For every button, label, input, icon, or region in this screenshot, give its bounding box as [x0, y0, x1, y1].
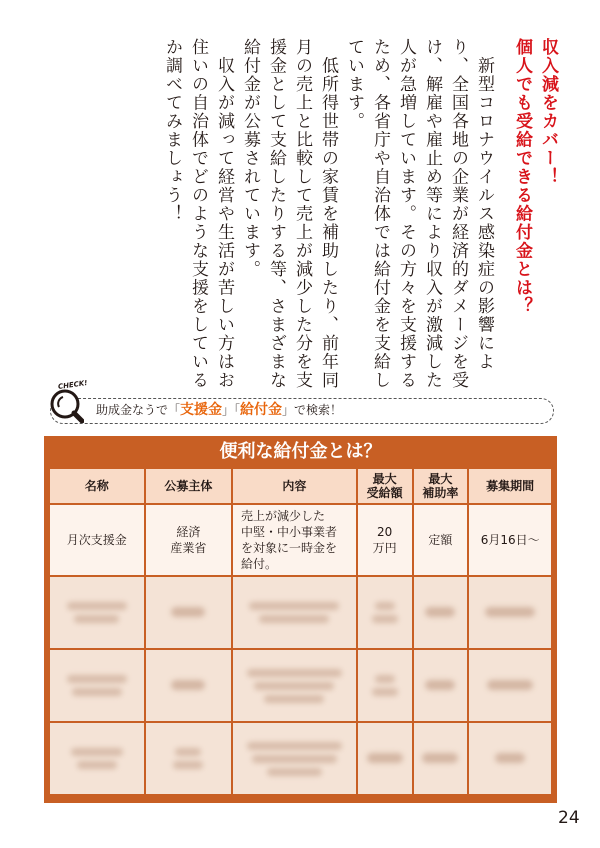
cell-content: 売上が減少した 中堅・中小事業者 を対象に一時金を 給付。	[232, 504, 357, 576]
header-period: 募集期間	[468, 468, 552, 504]
cell-period: 6月16日～	[468, 504, 552, 576]
body-column: 援金として支給したりする等、さまざまな	[266, 38, 286, 390]
table-title: 便利な給付金とは？	[219, 441, 382, 462]
blurred-table-row	[49, 576, 552, 649]
table-row	[49, 504, 552, 576]
vertical-text-block	[158, 38, 560, 390]
check-text-after: 」で検索！	[282, 403, 343, 417]
heading-line1: 収入減をカバー！	[538, 38, 558, 186]
body-column: 低所得世帯の家賃を補助したり、前年同	[318, 38, 338, 390]
header-rate: 最大 補助率	[413, 468, 469, 504]
magnifier-icon	[50, 389, 84, 423]
cell-org: 経済 産業省	[145, 504, 232, 576]
blurred-table-row	[49, 722, 552, 795]
page-number: 24	[558, 808, 580, 828]
body-column: 給付金が公募されています。	[240, 38, 260, 279]
body-column: け、解雇や雇止め等により収入が激減した	[422, 38, 442, 390]
header-content: 内容	[232, 468, 357, 504]
body-column: 月の売上と比較して売上が減少した分を支	[292, 38, 312, 390]
body-column: 人が急増しています。その方々を支援する	[396, 38, 416, 390]
body-column: 新型コロナウイルス感染症の影響によ	[474, 38, 494, 371]
blurred-table-row	[49, 649, 552, 722]
header-max-amount: 最大 受給額	[357, 468, 413, 504]
cell-rate: 定額	[413, 504, 469, 576]
body-column: ため、各省庁や自治体では給付金を支給し	[370, 38, 390, 390]
body-column: か調べてみましょう！	[162, 38, 182, 223]
check-text-mid: 」「	[222, 403, 241, 417]
cell-max-amount: 20 万円	[357, 504, 413, 576]
keyword-shienkin: 支援金	[180, 402, 223, 418]
table-header-row	[49, 468, 552, 504]
header-name: 名称	[49, 468, 145, 504]
check-label: CHECK!	[57, 378, 88, 392]
check-search-text	[96, 400, 342, 420]
body-column: 収入が減って経営や生活が苦しい方はお	[214, 38, 234, 390]
body-column: 住いの自治体でどのような支援をしている	[188, 38, 208, 390]
body-column: り、全国各地の企業が経済的ダメージを受	[448, 38, 468, 390]
header-org: 公募主体	[145, 468, 232, 504]
heading-line2: 個人でも受給できる給付金とは？	[512, 38, 532, 316]
check-text-before: 助成金なうで「	[96, 403, 181, 417]
benefit-table	[48, 467, 553, 796]
cell-name: 月次支援金	[49, 504, 145, 576]
keyword-kyufukin: 給付金	[240, 402, 283, 418]
body-column: ています。	[344, 38, 364, 131]
benefit-table-panel	[44, 436, 557, 803]
